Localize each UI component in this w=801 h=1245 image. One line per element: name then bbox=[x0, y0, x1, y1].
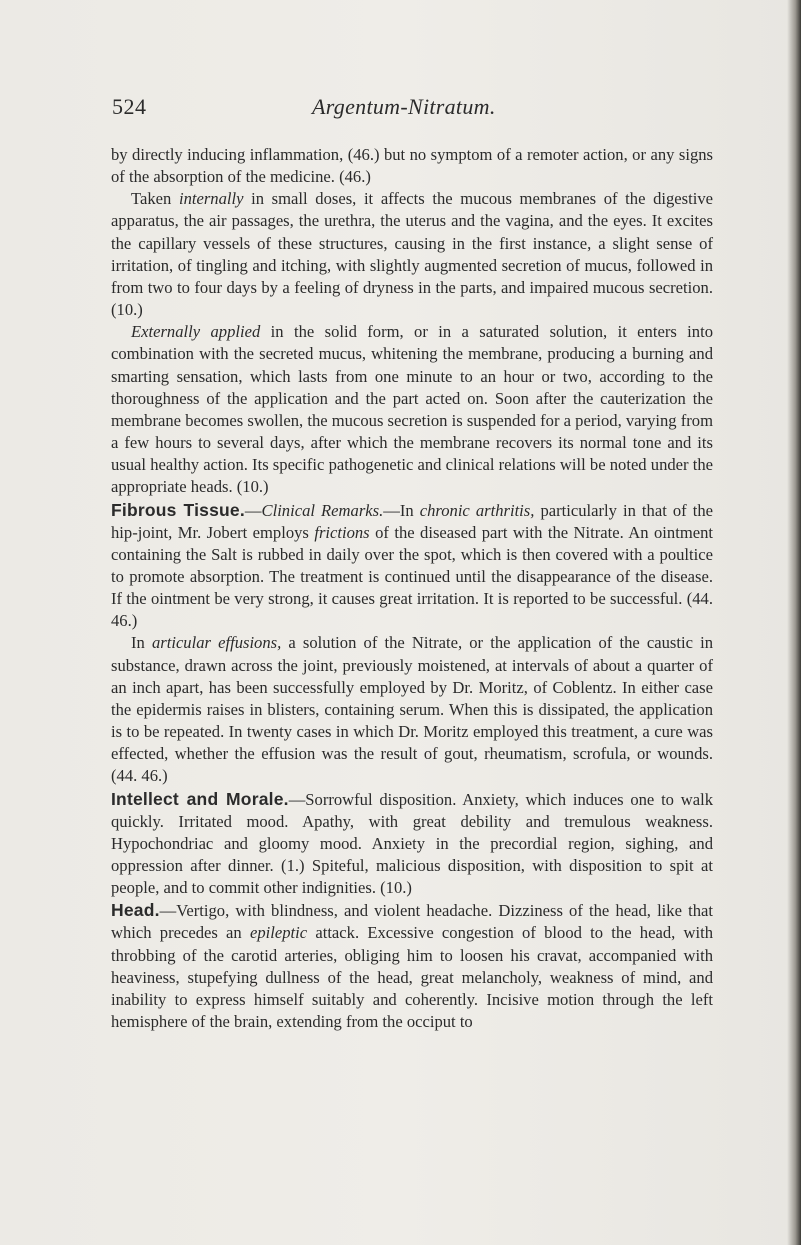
page-edge-shadow bbox=[787, 0, 801, 1245]
text-run: of the diseased part with the Nitrate. An ointment containing the Salt is rubbed in daily over the spot, which is then covered with a poultice to promote absorption. The treatment is continued until the disappearance of the disease. If the ointment be very strong, it causes great irritation. It is reported to be successful. (44. 46.) bbox=[111, 522, 713, 631]
italic-run: Externally applied bbox=[131, 322, 261, 342]
paragraph bbox=[111, 144, 713, 188]
page-header bbox=[0, 94, 801, 124]
text-run: a solution of the Nitrate, or the application of the caustic in substance, drawn across the joint, previously moistened, at intervals of about a quarter of an inch apart, has been successfully employed by Dr. Moritz, of Coblentz. In either case the epidermis raises in blisters, containing serum. When this is dissipated, the application is to be repeated. In twenty cases in which Dr. Moritz employed this treatment, a cure was effected, whether the effusion was the result of gout, rheumatism, scrofula, or wounds. (44. 46.) bbox=[111, 633, 713, 786]
text-run: by directly inducing inflammation, (46.) but no symptom of a remoter action, or any signs of the absorption of the medicine. (46.) bbox=[111, 145, 713, 187]
section-heading: Intellect and Morale. bbox=[111, 788, 289, 809]
paragraph bbox=[111, 321, 713, 498]
section-heading: Head. bbox=[111, 900, 160, 921]
text-run: particularly in that of the hip-joint, Mr. Jobert employs bbox=[111, 500, 714, 542]
italic-run: epileptic bbox=[249, 923, 308, 943]
italic-run: articular effusions, bbox=[151, 633, 282, 653]
italic-run: Clinical Remarks. bbox=[261, 500, 384, 520]
text-run: —Vertigo, with blindness, and violent headache. Dizziness of the head, like that which precedes an bbox=[111, 901, 713, 943]
text-run: attack. Excessive congestion of blood to the head, with throbbing of the carotid arteries, obliging him to loosen his cravat, accompanied with heaviness, stupefying dullness of the head, great melancholy, weakness of mind, and inability to express himself suitably and coherently. Incisive motion through the left hemisphere of the brain, extending from the occiput to bbox=[111, 923, 713, 1032]
text-run: — bbox=[244, 500, 262, 520]
section-head bbox=[111, 899, 713, 1033]
italic-run: internally bbox=[178, 189, 244, 209]
paragraph bbox=[111, 188, 713, 321]
text-run: in small doses, it affects the mucous membranes of the digestive apparatus, the air passages, the urethra, the uterus and the vagina, and the eyes. It excites the capillary vessels of these structures, causing in the first instance, a slight sense of irritation, of tingling and itching, with slightly augmented secretion of mucus, followed in from two to four days by a feeling of dryness in the parts, and impaired mucous secretion. (10.) bbox=[111, 189, 713, 320]
section-heading: Fibrous Tissue. bbox=[111, 499, 245, 520]
italic-run: frictions bbox=[314, 522, 370, 542]
body-text bbox=[111, 144, 713, 1033]
italic-run: chronic arthritis, bbox=[419, 500, 535, 520]
text-run: Taken bbox=[131, 189, 179, 209]
text-run: In bbox=[131, 633, 152, 653]
text-run: —In bbox=[383, 500, 420, 520]
text-run: —Sorrowful disposition. Anxiety, which induces one to walk quickly. Irritated mood. Apathy, with great debility and tremulous weakness. Hypochondriac and gloomy mood. Anxiety in the precordial region, sighing, and oppression after dinner. (1.) Spiteful, malicious disposition, with disposition to spit at people, and to commit other indignities. (10.) bbox=[111, 789, 714, 898]
page-number: 524 bbox=[112, 94, 147, 119]
text-run: in the solid form, or in a saturated solution, it enters into combination with the secreted mucus, whitening the membrane, producing a burning and smarting sensation, which lasts from one minute to an hour or two, according to the thoroughness of the application and the part acted on. Soon after the cauterization the membrane becomes swollen, the mucous secretion is suspended for a period, varying from a few hours to several days, after which the membrane recovers its normal tone and its usual healthy action. Its specific pathogenetic and clinical relations will be noted under the appropriate heads. (10.) bbox=[111, 322, 713, 497]
running-title: Argentum-Nitratum. bbox=[312, 94, 496, 119]
section-fibrous-tissue bbox=[111, 499, 713, 633]
paragraph bbox=[111, 632, 713, 787]
section-intellect-morale bbox=[111, 788, 713, 900]
